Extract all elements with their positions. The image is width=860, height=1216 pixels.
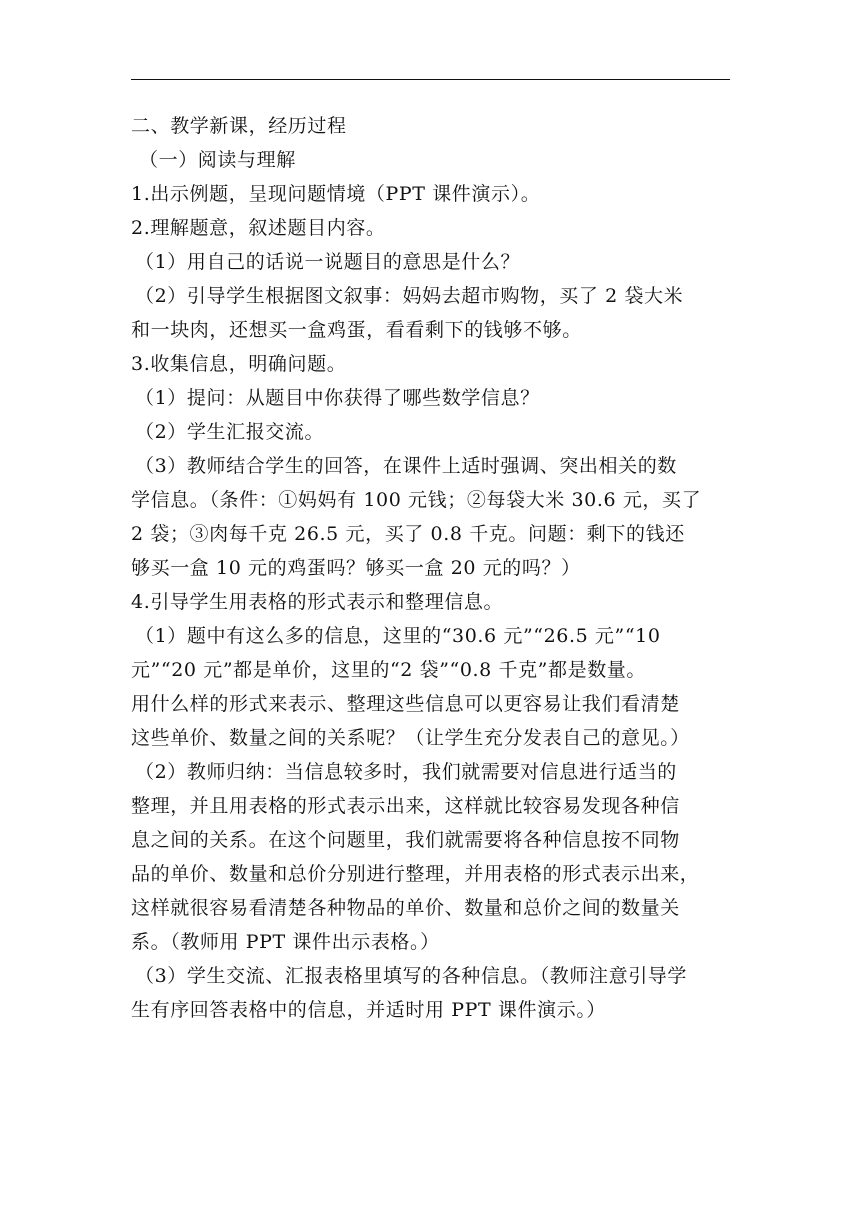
paragraph-line: （1）提问：从题目中你获得了哪些数学信息？	[135, 387, 540, 409]
document-body	[131, 109, 735, 1027]
paragraph-line: （3）学生交流、汇报表格里填写的各种信息。（教师注意引导学	[135, 965, 687, 987]
paragraph-line: （3）教师结合学生的回答，在课件上适时强调、突出相关的数	[135, 455, 677, 477]
paragraph-line: 4.引导学生用表格的形式表示和整理信息。	[131, 591, 504, 613]
paragraph-line: 元”“20 元”都是单价，这里的“2 袋”“0.8 千克”都是数量。	[131, 659, 646, 681]
paragraph-line: 整理，并且用表格的形式表示出来，这样就比较容易发现各种信	[131, 795, 680, 817]
header-rule	[131, 79, 730, 80]
paragraph-line: （2）教师归纳：当信息较多时，我们就需要对信息进行适当的	[135, 761, 677, 783]
paragraph-line: （2）引导学生根据图文叙事：妈妈去超市购物，买了 2 袋大米	[135, 285, 684, 307]
paragraph-line: 息之间的关系。在这个问题里，我们就需要将各种信息按不同物	[131, 829, 680, 851]
paragraph-line: 用什么样的形式来表示、整理这些信息可以更容易让我们看清楚	[131, 693, 680, 715]
paragraph-line: 这些单价、数量之间的关系呢？（让学生充分发表自己的意见。）	[131, 727, 690, 749]
paragraph-line: 系。（教师用 PPT 课件出示表格。）	[131, 931, 440, 953]
subsection-heading: （一）阅读与理解	[139, 149, 296, 171]
paragraph-line: （2）学生汇报交流。	[135, 421, 325, 443]
paragraph-line: 2 袋；③肉每千克 26.5 元，买了 0.8 千克。问题：剩下的钱还	[131, 523, 685, 545]
paragraph-line: 够买一盒 10 元的鸡蛋吗？够买一盒 20 元的吗？）	[131, 557, 581, 579]
paragraph-line: 这样就很容易看清楚各种物品的单价、数量和总价之间的数量关	[131, 897, 680, 919]
paragraph-line: 学信息。（条件：①妈妈有 100 元钱；②每袋大米 30.6 元，买了	[131, 489, 702, 511]
paragraph-line: （1）题中有这么多的信息，这里的“30.6 元”“26.5 元”“10	[135, 625, 661, 647]
paragraph-line: 品的单价、数量和总价分别进行整理，并用表格的形式表示出来，	[131, 863, 700, 885]
paragraph-line: 3.收集信息，明确问题。	[131, 353, 347, 375]
paragraph-line: 1.出示例题，呈现问题情境（PPT 课件演示）。	[131, 183, 541, 205]
paragraph-line: 生有序回答表格中的信息，并适时用 PPT 课件演示。）	[131, 999, 607, 1021]
paragraph-line: 2.理解题意，叙述题目内容。	[131, 217, 386, 239]
paragraph-line: （1）用自己的话说一说题目的意思是什么？	[135, 251, 521, 273]
section-heading: 二、教学新课，经历过程	[131, 115, 347, 137]
paragraph-line: 和一块肉，还想买一盒鸡蛋，看看剩下的钱够不够。	[131, 319, 582, 341]
